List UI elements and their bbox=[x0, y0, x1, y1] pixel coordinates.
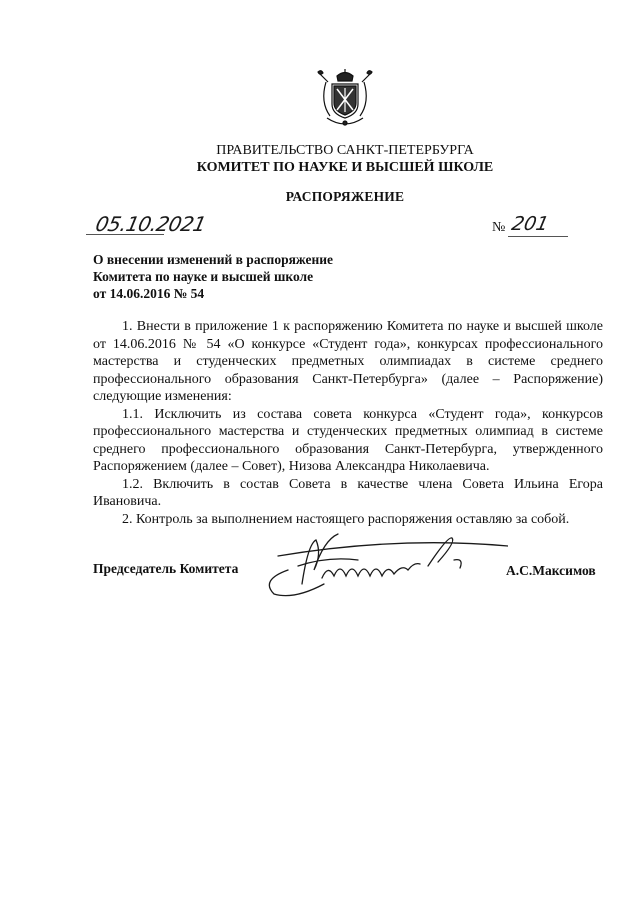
handwritten-signature bbox=[258, 526, 508, 598]
number-label: № bbox=[492, 220, 506, 235]
signatory-title: Председатель Комитета bbox=[93, 561, 239, 576]
number-underline bbox=[508, 236, 568, 237]
subject-line: О внесении изменений в распоряжение bbox=[93, 252, 334, 267]
subject-line: Комитета по науке и высшей школе bbox=[93, 269, 314, 284]
date-underline bbox=[86, 234, 164, 235]
document-subject bbox=[93, 251, 333, 302]
subject-line: от 14.06.2016 № 54 bbox=[93, 286, 205, 301]
coat-of-arms-emblem bbox=[317, 68, 373, 130]
document-body bbox=[93, 318, 603, 528]
paragraph-1: 1. Внести в приложение 1 к распоряжению Комитета по науке и высшей школе от 14.06.2016 № 54 «О конкурсе «Студент года», конкурсах профессионального мастерства и студенческих предметных олимпиадах в системе среднего профессионального образования Санкт-Петербурга» (далее – Распоряжение) следующие изменения: bbox=[93, 319, 603, 404]
paragraph-1-2: 1.2. Включить в состав Совета в качестве члена Совета Ильина Егора Ивановича. bbox=[93, 476, 603, 509]
document-type: РАСПОРЯЖЕНИЕ bbox=[285, 189, 405, 204]
government-title: ПРАВИТЕЛЬСТВО САНКТ-ПЕТЕРБУРГА bbox=[216, 143, 474, 158]
paragraph-1-1: 1.1. Исключить из состава совета конкурса «Студент года», конкурсов профессионального мастерства и студенческих предметных олимпиад в системе среднего профессионального образования Санкт-Петербурга, утвержденного Распоряжением (далее – Совет), Низова Александра Николаевича. bbox=[93, 406, 603, 474]
document-number: 201 bbox=[509, 213, 551, 235]
committee-title: КОМИТЕТ ПО НАУКЕ И ВЫСШЕЙ ШКОЛЕ bbox=[196, 160, 494, 175]
signatory-name: А.С.Максимов bbox=[506, 563, 596, 578]
document-date: 05.10.2021 bbox=[93, 212, 209, 236]
paragraph-2: 2. Контроль за выполнением настоящего распоряжения оставляю за собой. bbox=[122, 511, 570, 527]
